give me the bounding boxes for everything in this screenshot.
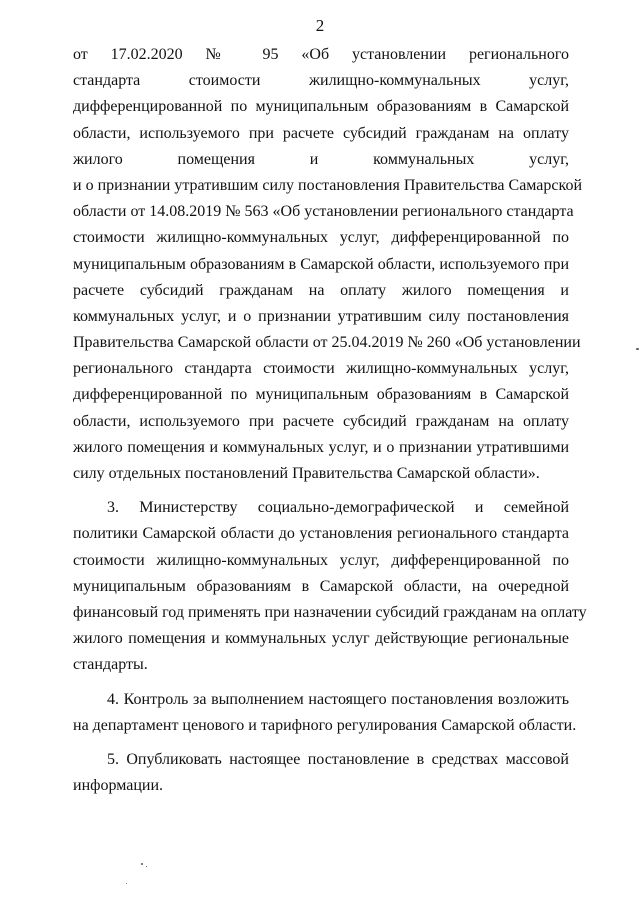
scan-speck [126, 883, 127, 884]
text-line: дифференцированной по муниципальным образованиям в Самарской [73, 98, 569, 116]
text-line: коммунальных услуг, и о признании утратившим силу постановления [73, 307, 569, 325]
text-line: от 17.02.2020 № 95 «Об установлении регионального [73, 46, 569, 63]
text-line: на департамент ценового и тарифного регулирования Самарской области. [73, 716, 577, 734]
document-body [73, 42, 587, 799]
text-line: Правительства Самарской области от 25.04.2019 № 260 «Об установлении [73, 334, 581, 352]
page-number: 2 [315, 16, 325, 35]
paragraph-continuation [73, 42, 583, 487]
paragraph-item-4 [73, 687, 577, 739]
text-line: расчете субсидий гражданам на оплату жилого помещения и [73, 281, 569, 299]
text-line: муниципальным образованиям в Самарской области, используемого при [73, 255, 569, 273]
text-line: 4. Контроль за выполнением настоящего постановления возложить [107, 690, 569, 708]
paragraph-gap [73, 739, 569, 747]
text-line: регионального стандарта стоимости жилищно-коммунальных услуг, [73, 360, 569, 378]
text-line: стоимости жилищно-коммунальных услуг, дифференцированной по [73, 551, 569, 569]
text-line: стоимости жилищно-коммунальных услуг, дифференцированной по [73, 229, 569, 247]
scan-speck [636, 348, 639, 350]
text-line: области, используемого при расчете субсидий гражданам на оплату [73, 412, 569, 430]
text-line: 3. Министерству социально-демографической и семейной [107, 499, 569, 517]
text-line: и о признании утратившим силу постановления Правительства Самарской [73, 176, 583, 194]
scan-speck [146, 866, 147, 867]
text-line: области от 14.08.2019 № 563 «Об установлении регионального стандарта [73, 203, 574, 221]
scan-speck [141, 863, 143, 865]
text-line: информации. [73, 777, 164, 795]
paragraph-gap [73, 679, 569, 687]
text-line: стандарты. [73, 656, 148, 674]
paragraph-item-5 [73, 747, 569, 799]
paragraph-item-3 [73, 495, 587, 678]
text-line: силу отдельных постановлений Правительства Самарской области». [73, 465, 540, 482]
text-line: области, используемого при расчете субсидий гражданам на оплату [73, 124, 569, 142]
text-line: жилого помещения и коммунальных услуг, и о признании утратившими [73, 438, 569, 456]
text-line: стандарта стоимости жилищно-коммунальных услуг, [73, 72, 569, 90]
text-line: муниципальным образованиям в Самарской области, на очередной [73, 577, 569, 595]
text-line: дифференцированной по муниципальным образованиям в Самарской [73, 386, 569, 404]
paragraph-gap [73, 487, 569, 495]
text-line: жилого помещения и коммунальных услуг, [73, 150, 569, 168]
text-line: политики Самарской области до установления регионального стандарта [73, 525, 569, 543]
text-line: 5. Опубликовать настоящее постановление в средствах массовой [107, 750, 569, 768]
text-line: жилого помещения и коммунальных услуг действующие региональные [73, 630, 569, 648]
text-line: финансовый год применять при назначении субсидий гражданам на оплату [73, 603, 587, 621]
